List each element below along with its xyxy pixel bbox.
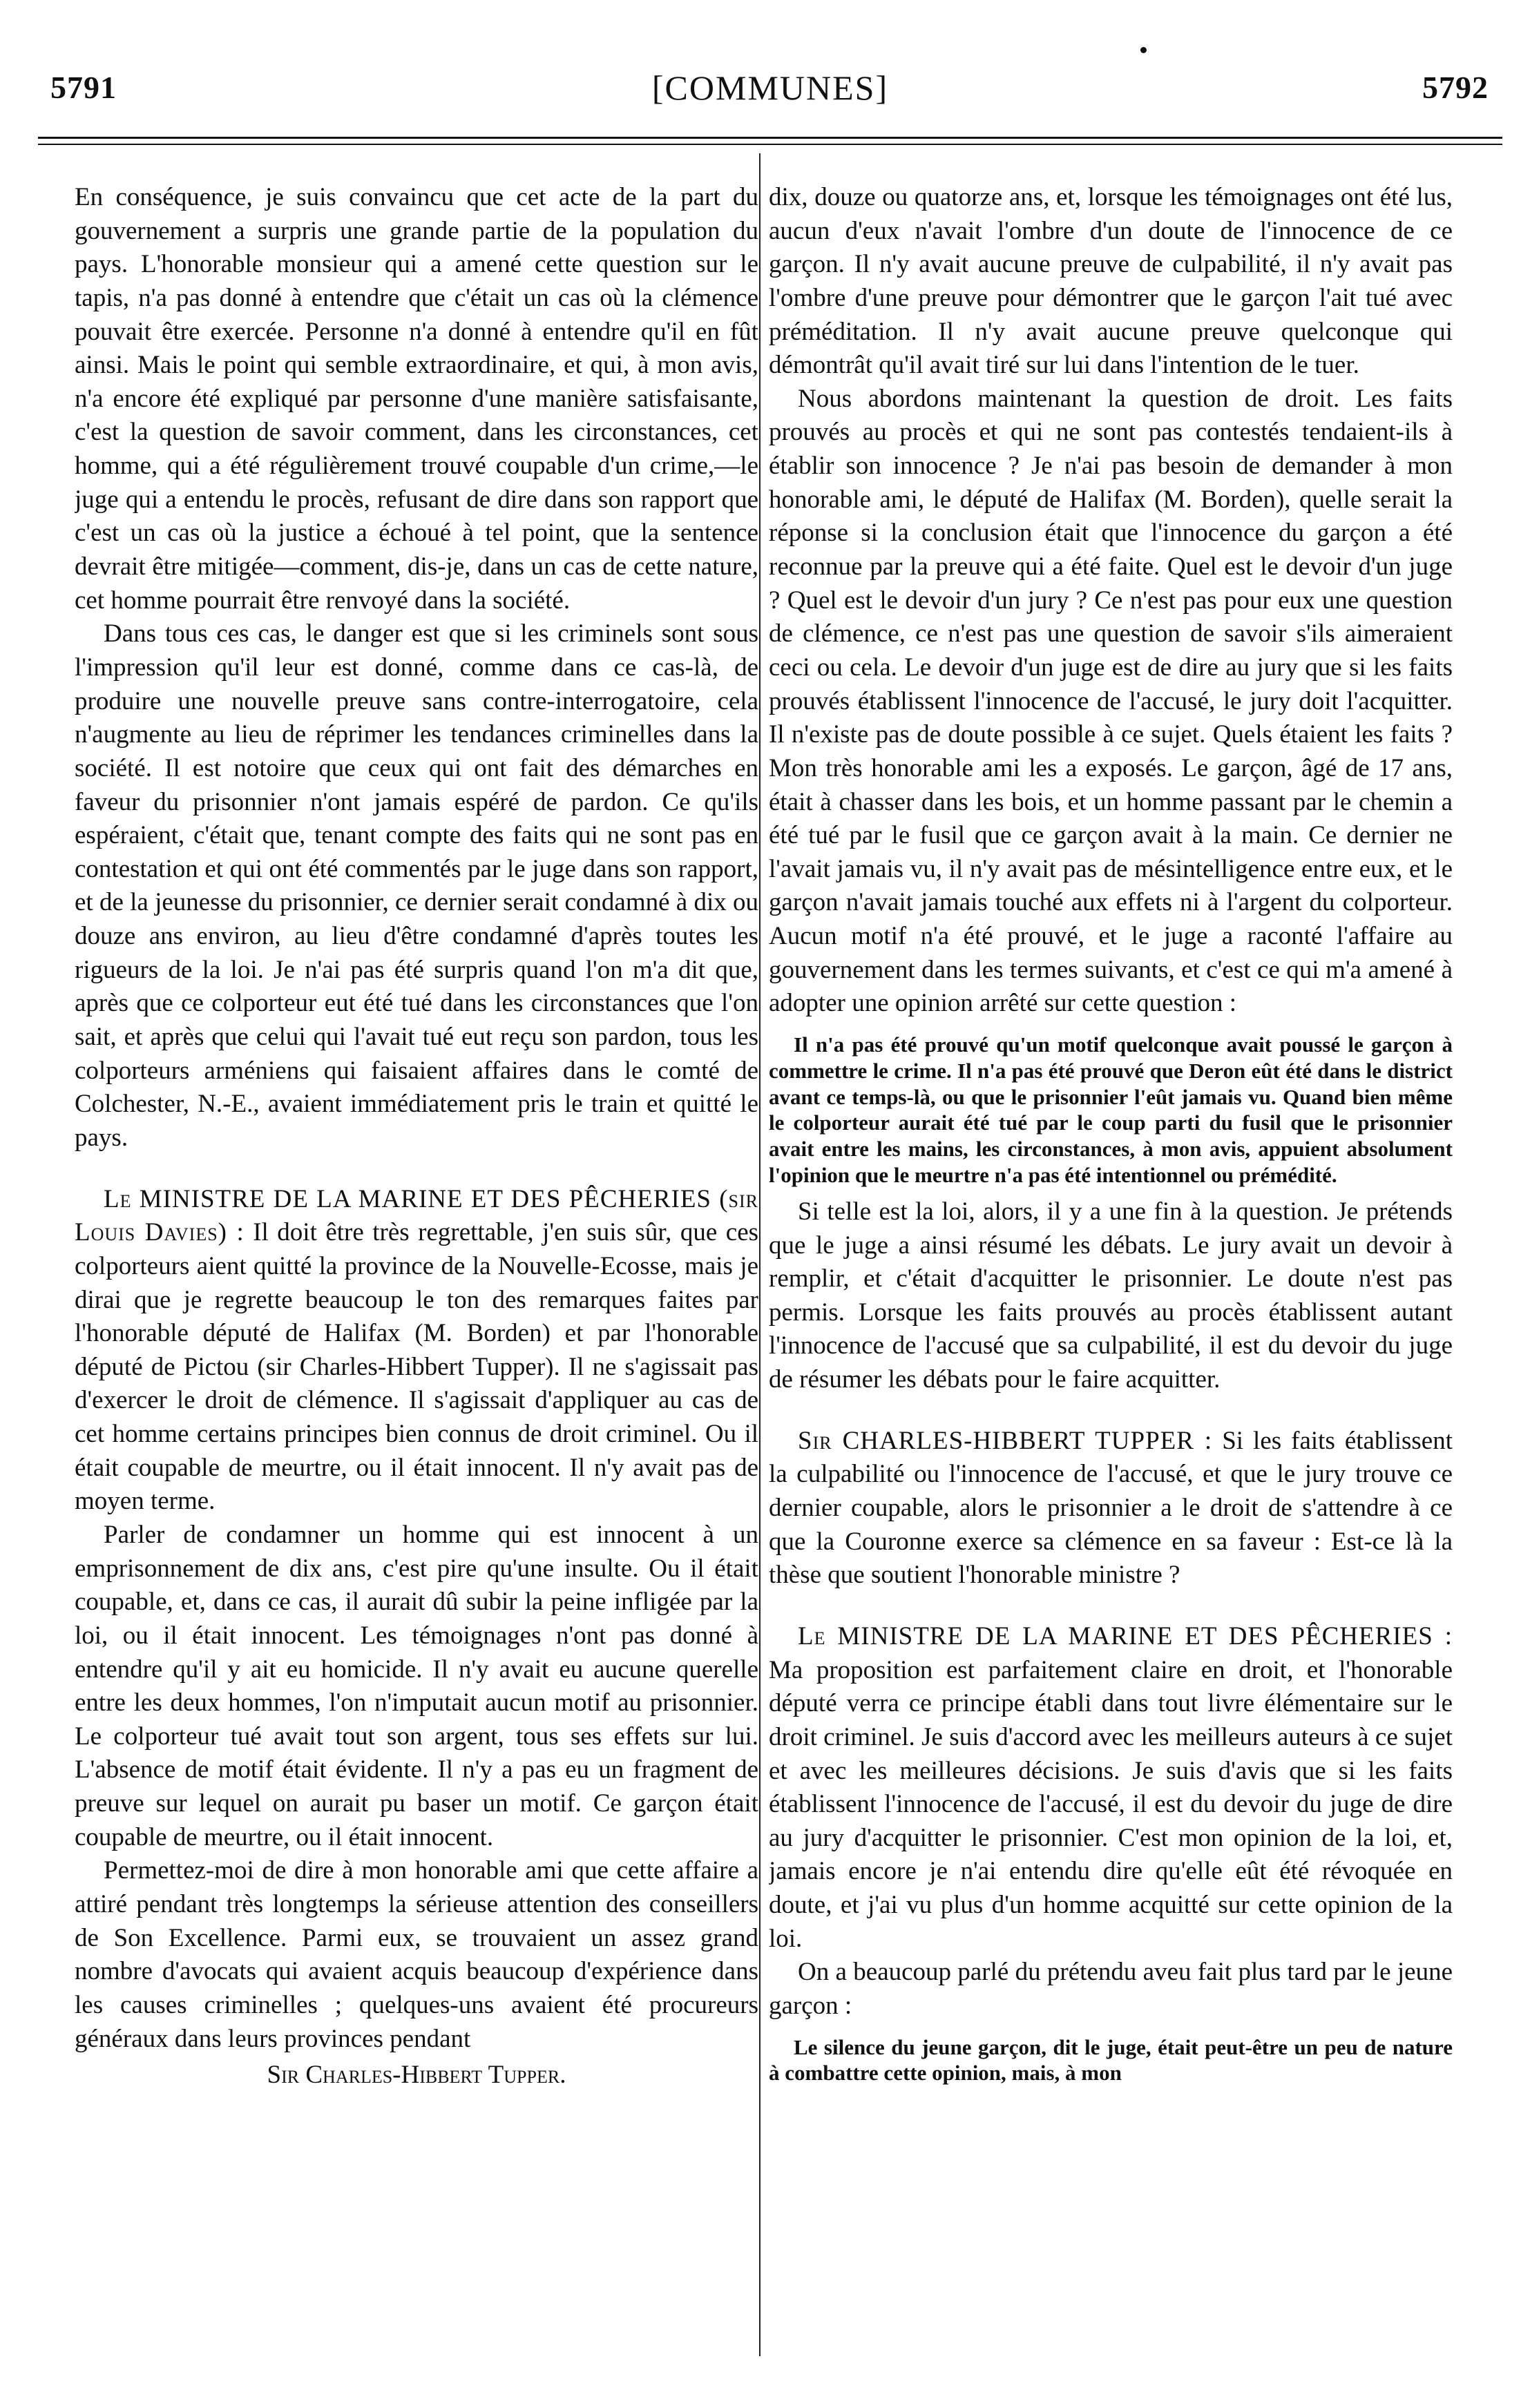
speaker-name: Le MINISTRE DE LA MARINE ET DES PÊCHERIES :	[798, 1621, 1453, 1650]
header-rule-top	[38, 137, 1502, 139]
paragraph: On a beaucoup parlé du prétendu aveu fait plus tard par le jeune garçon :	[769, 1958, 1453, 2020]
speech-text: Si les faits établissent la culpabilité ou l'innocence de l'accusé, et que le jury trouve ce dernier coupable, alors le prisonnier a le droit de s'attendre à ce que la Couronne exerce sa clémence en sa faveur : Est-ce là la thèse que soutient l'honorable ministre ?	[769, 1426, 1453, 1590]
signature: Sir Charles-Hibbert Tupper.	[267, 2061, 566, 2090]
block-quote	[769, 1032, 1453, 1188]
paragraph: En conséquence, je suis convaincu que cet acte de la part du gouvernement a surpris une grande partie de la population du pays. L'honorable monsieur qui a amené cette question sur le tapis, n'a pas donné à entendre que c'était un cas où la clémence pouvait être exercée. Personne n'a donné à entendre qu'il en fût ainsi. Mais le point qui semble extraordinaire, et qui, à mon avis, n'a encore été expliqué par personne d'une manière satisfaisante, c'est la question de savoir comment, dans les circonstances, cet homme, qui a été régulièrement trouvé coupable d'un crime,—le juge qui a entendu le procès, refusant de dire dans son rapport que c'est un cas où la justice a échoué à tel point, que la sentence devrait être mitigée—comment, dis-je, dans un cas de cette nature, cet homme pourrait être renvoyé dans la société.	[75, 183, 758, 615]
paragraph: Nous abordons maintenant la question de droit. Les faits prouvés au procès et qui ne sont pas contestés tendaient-ils à établir son innocence ? Je n'ai pas besoin de demander à mon honorable ami, le député de Halifax (M. Borden), quelle serait la réponse si la conclusion était que l'innocence du garçon a été reconnue par la preuve qui a été faite. Quel est le devoir d'un juge ? Quel est le devoir d'un jury ? Ce n'est pas pour eux une question de clémence, ce n'est pas une question de savoir s'ils aimeraient ceci ou cela. Le devoir d'un juge est de dire au jury que si les faits prouvés établissent l'innocence de l'accusé, le jury doit l'acquitter. Il n'existe pas de doute possible à ce sujet. Quels étaient les faits ? Mon très honorable ami les a exposés. Le garçon, âgé de 17 ans, était à chasser dans les bois, et un homme passant par le chemin a été tué par le fusil que ce garçon avait à la main. Ce dernier ne l'avait jamais vu, il n'y avait pas de mésintelligence entre eux, et le garçon n'avait jamais touché aux effets ni à l'argent du colporteur. Aucun motif n'a été prouvé, et le juge a raconté l'affaire au gouvernement dans les termes suivants, et c'est ce qui m'a amené à adopter une opinion arrêté sur cette question :	[769, 384, 1453, 1018]
paragraph: Permettez-moi de dire à mon honorable ami que cette affaire a attiré pendant très longtemps la sérieuse attention des conseillers de Son Excellence. Parmi eux, se trouvaient un assez grand nombre d'avocats qui avaient acquis beaucoup d'expérience dans les causes criminelles ; quelques-uns avaient été procureurs généraux dans leurs provinces pendant	[75, 1856, 758, 2053]
header-rule-bottom	[38, 144, 1502, 145]
quote-text: Il n'a pas été prouvé qu'un motif quelconque avait poussé le garçon à commettre le crime. Il n'a pas été prouvé que Deron eût été dans le district avant ce temps-là, ou que le prisonnier l'eût jamais vu. Quand bien même le colporteur aurait été tué par le coup parti du fusil que le prisonnier avait entre les mains, les circonstances, à mon avis, appuient absolument l'opinion que le meurtre n'a pas été intentionnel ou prémédité.	[769, 1032, 1453, 1188]
page-number-left: 5791	[50, 70, 117, 105]
speech-paragraph	[769, 1620, 1453, 1956]
page-header	[38, 41, 1502, 117]
paragraph: dix, douze ou quatorze ans, et, lorsque les témoignages ont été lus, aucun d'eux n'avait l'ombre d'un doute de l'innocence de ce garçon. Il n'y avait aucune preuve de culpabilité, il n'y avait pas l'ombre d'une preuve pour démontrer que le garçon l'ait tué avec préméditation. Il n'y avait aucune preuve quelconque qui démontrât qu'il avait tiré sur lui dans l'intention de le tuer.	[769, 183, 1453, 380]
speech-paragraph	[769, 1425, 1453, 1592]
paragraph: Parler de condamner un homme qui est innocent à un emprisonnement de dix ans, c'est pire qu'une insulte. Ou il était coupable, et, dans ce cas, il aurait dû subir la peine infligée par la loi, ou il était innocent. Les témoignages n'ont pas donné à entendre qu'il y ait eu homicide. Il n'y avait eu aucune querelle entre les deux hommes, l'on n'imputait aucun motif au prisonnier. Le colporteur tué avait tout son argent, tous ses effets sur lui. L'absence de motif était évidente. Il n'y a pas eu un fragment de preuve sur lequel on aurait pu baser un motif. Ce garçon était coupable de meurtre, ou il était innocent.	[75, 1520, 758, 1851]
speech-text: Ma proposition est parfaitement claire en droit, et l'honorable député verra ce principe établi dans tout livre élémentaire sur le droit criminel. Je suis d'accord avec les meilleurs auteurs à ce sujet et avec les meilleures décisions. Je suis d'avis que si les faits établissent l'innocence de l'accusé, il est du devoir du juge de dire au jury d'acquitter le prisonnier. C'est mon opinion de la loi, et, jamais encore je n'ai entendu dire qu'elle eût été révoquée en doute, et j'ai vu plus d'un homme acquitté sur cette opinion de la loi.	[769, 1655, 1453, 1953]
speaker-name: Le MINISTRE DE LA MARINE ET DES PÊCHERIES (sir Louis Davies) :	[75, 1184, 758, 1247]
right-column	[769, 181, 1453, 2363]
paragraph: Si telle est la loi, alors, il y a une fin à la question. Je prétends que le juge a ainsi résumé les débats. Le jury avait un devoir à remplir, et c'était d'acquitter le prisonnier. Le doute n'est pas permis. Lorsque les faits prouvés au procès établissent autant l'innocence de l'accusé que sa culpabilité, il est du devoir du juge de résumer les débats pour le faire acquitter.	[769, 1197, 1453, 1394]
block-quote	[769, 2034, 1453, 2087]
paragraph: Dans tous ces cas, le danger est que si les criminels sont sous l'impression qu'il leur est donné, comme dans ce cas-là, de produire une nouvelle preuve sans contre-interrogatoire, cela n'augmente au lieu de réprimer les tendances criminelles dans la société. Il est notoire que ceux qui ont fait des démarches en faveur du prisonnier n'ont jamais espéré de pardon. Ce qu'ils espéraient, c'était que, tenant compte des faits qui ne sont pas en contestation et qui ont été commentés par le juge dans son rapport, et de la jeunesse du prisonnier, ce dernier serait condamné à dix ou douze ans environ, au lieu d'être condamné d'après toutes les rigueurs de la loi. Je n'ai pas été surpris quand l'on m'a dit que, après que ce colporteur eut été tué dans les circonstances que l'on sait, et après que celui qui l'avait tué eut reçu son pardon, tous les colporteurs arméniens qui faisaient affaires dans le comté de Colchester, N.-E., avaient immédiatement pris le train et quitté le pays.	[75, 619, 758, 1152]
speaker-name: Sir CHARLES-HIBBERT TUPPER :	[798, 1426, 1213, 1455]
speech-text: Il doit être très regrettable, j'en suis sûr, que ces colporteurs aient quitté la province de la Nouvelle-Ecosse, mais je dirai que je regrette beaucoup le ton des remarques faites par l'honorable député de Halifax (M. Borden) et par l'honorable député de Pictou (sir Charles-Hibbert Tupper). Il ne s'agissait pas d'exercer le droit de clémence. Il s'agissait d'appliquer au cas de cet homme certains principes bien connus de droit criminel. Ou il était coupable de meurtre, ou il était innocent. Il n'y avait pas de moyen terme.	[75, 1218, 758, 1516]
ink-speck	[1140, 47, 1147, 53]
left-column	[75, 181, 758, 2363]
page-number-right: 5792	[1422, 70, 1489, 105]
page-title: [COMMUNES]	[651, 68, 889, 107]
speech-paragraph	[75, 1183, 758, 1519]
quote-text: Le silence du jeune garçon, dit le juge, était peut-être un peu de nature à combattre cette opinion, mais, à mon	[769, 2034, 1453, 2086]
column-divider	[759, 153, 760, 2356]
